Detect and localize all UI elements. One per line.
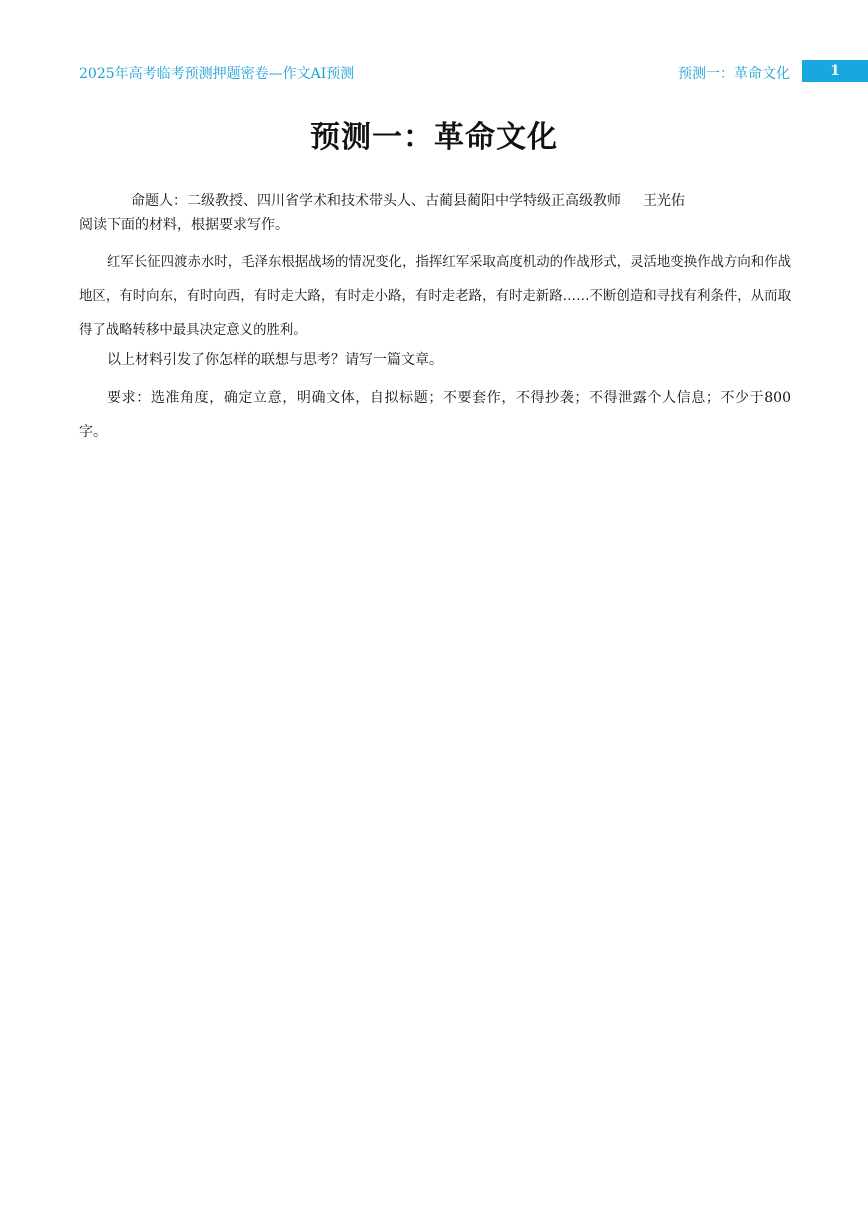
author-label: 命题人：二级教授、四川省学术和技术带头人、古蔺县蔺阳中学特级正高级教师 [131,193,621,209]
page-title: 预测一：革命文化 [310,120,558,155]
requirements-paragraph: 要求：选准角度，确定立意，明确文体，自拟标题；不要套作，不得抄袭；不得泄露个人信息；不少于800字。 [79,390,791,440]
prompt-question: 以上材料引发了你怎样的联想与思考？请写一篇文章。 [107,352,443,368]
page-header [0,58,868,86]
instruction-paragraph: 阅读下面的材料，根据要求写作。 [79,217,289,233]
page-number-badge: 1 [802,60,868,82]
author-name: 王光佑 [643,193,685,209]
material-paragraph: 红军长征四渡赤水时，毛泽东根据战场的情况变化，指挥红军采取高度机动的作战形式，灵活地变换作战方向和作战地区，有时向东，有时向西，有时走大路，有时走小路，有时走老路，有时走新路……不断创造和寻找有利条件，从而取得了战略转移中最具决定意义的胜利。 [79,255,791,338]
document-body [79,190,791,449]
header-document-title: 2025年高考临考预测押题密卷—作文AI预测 [79,66,355,82]
author-line [131,190,791,212]
header-section-title: 预测一：革命文化 [678,66,790,82]
